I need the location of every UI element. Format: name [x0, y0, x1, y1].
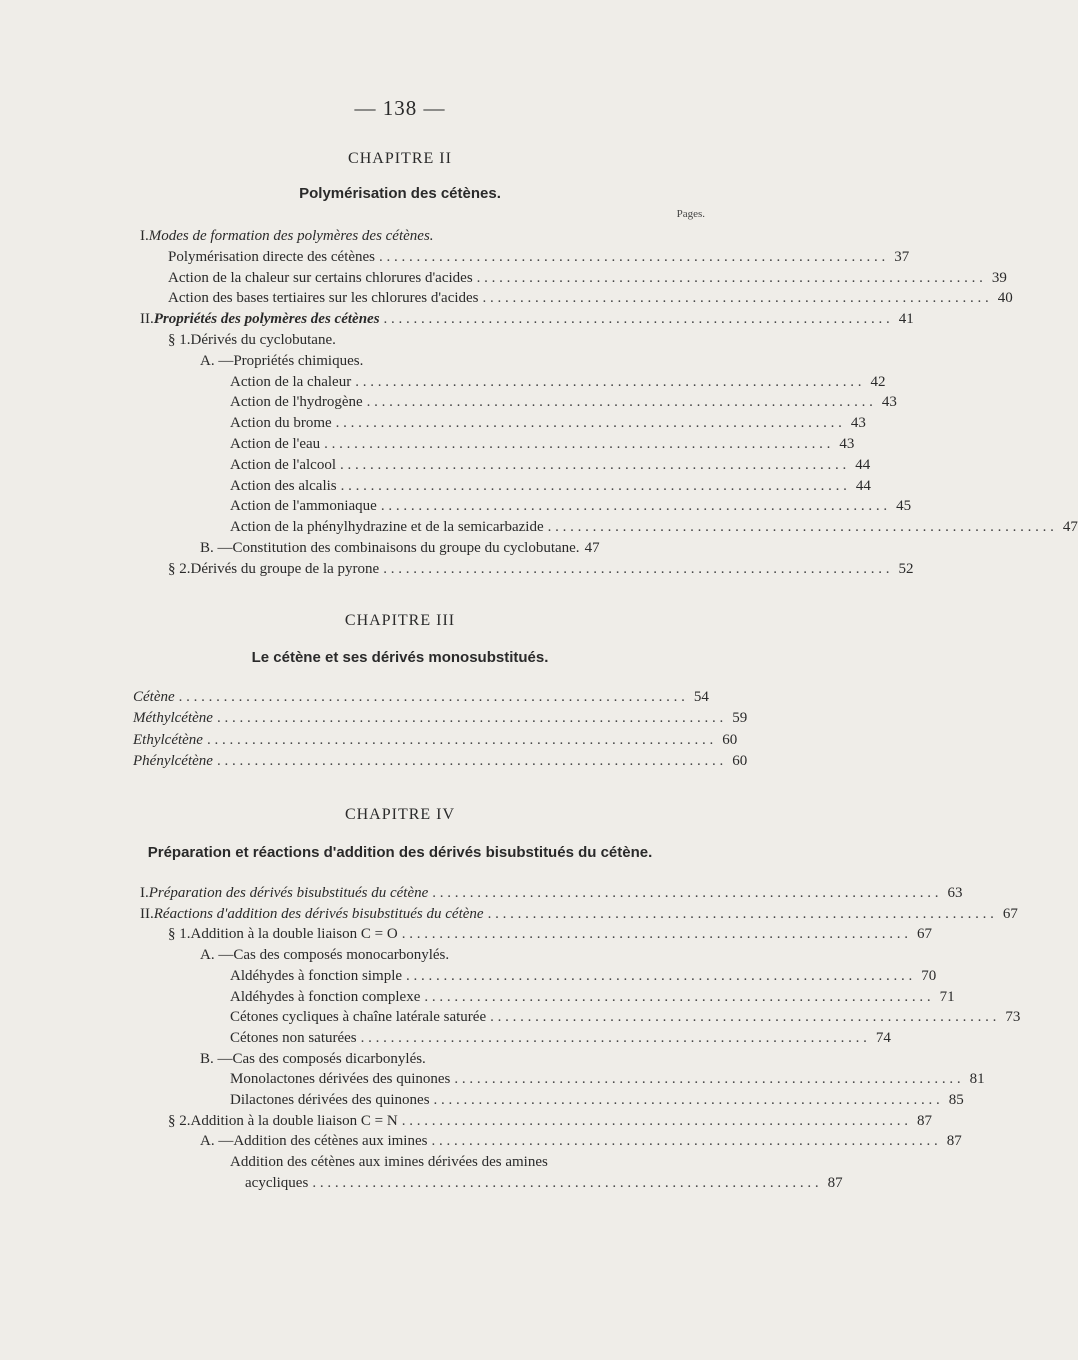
toc-entry-page: 67 — [916, 926, 932, 943]
toc-entry-title: Action des bases tertiaires sur les chlorures d'acides — [168, 290, 479, 307]
pages-column-label: Pages. — [676, 208, 705, 220]
toc-entry-title: Méthylcétène — [133, 710, 213, 727]
toc-leader-dots — [179, 687, 685, 708]
toc-leader-dots — [324, 434, 830, 455]
toc-entry-title: Action de la phénylhydrazine et de la semicarbazide — [230, 519, 544, 536]
toc-leader-dots — [312, 1173, 818, 1194]
toc-entry-page: 47 — [584, 540, 600, 556]
toc-entry — [230, 476, 871, 497]
toc-entry — [200, 945, 708, 966]
toc-leader-dots — [336, 413, 842, 434]
toc-entry-title: Action de la chaleur — [230, 373, 352, 390]
toc-entry-title: Addition à la double liaison C = O — [190, 926, 398, 943]
toc-entry — [140, 904, 1018, 925]
toc-entry-marker: B. — — [200, 540, 233, 556]
toc-leader-dots — [431, 1131, 937, 1152]
toc-entry-title: Action de l'alcool — [230, 456, 337, 473]
toc-entry-page: 60 — [722, 731, 738, 748]
toc-entry-title: Addition à la double liaison C = N — [190, 1112, 398, 1129]
toc-entry-marker: B. — — [200, 1050, 233, 1067]
toc-entry — [168, 288, 1013, 309]
toc-entry-title: Action de l'hydrogène — [230, 394, 363, 411]
toc-entry — [230, 1152, 708, 1173]
toc-entry-marker: § 1. — [168, 926, 191, 943]
toc-entry-title: Propriétés des polymères des cétènes — [153, 311, 380, 328]
chapter-4-title: Préparation et réactions d'addition des dérivés bisubstitués du cétène. — [147, 844, 653, 861]
toc-entry-page: 45 — [896, 498, 912, 515]
toc-entry-title: Ethylcétène — [133, 731, 203, 748]
toc-entry — [230, 966, 937, 987]
toc-leader-dots — [341, 476, 847, 497]
toc-leader-dots — [548, 517, 1054, 538]
toc-entry-title: Propriétés chimiques. — [233, 352, 364, 369]
toc-entry-page: 40 — [997, 290, 1013, 307]
toc-entry-title: Cas des composés dicarbonylés. — [232, 1050, 426, 1067]
toc-entry-page: 42 — [870, 373, 886, 390]
toc-entry-title: Cas des composés monocarbonylés. — [233, 947, 450, 964]
toc-entry-marker: A. — — [200, 352, 234, 369]
toc-entry — [230, 455, 871, 476]
toc-leader-dots — [217, 708, 723, 729]
toc-entry-title: Réactions d'addition des dérivés bisubstitués du cétène — [153, 905, 484, 922]
chapter-2-heading: CHAPITRE II — [348, 150, 452, 167]
toc-leader-dots — [379, 247, 885, 268]
toc-entry-page: 87 — [916, 1112, 932, 1129]
toc-entry — [133, 708, 748, 729]
toc-entry-page: 43 — [839, 436, 855, 452]
toc-entry-marker: I. — [140, 228, 149, 244]
toc-leader-dots — [367, 392, 873, 413]
toc-entry-page: 43 — [850, 415, 866, 432]
toc-entry-title: Aldéhydes à fonction complexe — [230, 988, 421, 1005]
toc-entry-page: 74 — [875, 1029, 891, 1046]
toc-entry — [230, 1007, 1021, 1028]
toc-entry-page: 59 — [732, 710, 748, 727]
toc-entry-title: Action de l'ammoniaque — [230, 498, 377, 515]
toc-leader-dots — [217, 751, 723, 772]
toc-leader-dots — [477, 268, 983, 289]
toc-entry-title: Addition des cétènes aux imines dérivées des amines — [230, 1154, 548, 1171]
chapter-3-heading: CHAPITRE III — [344, 612, 456, 629]
toc-leader-dots — [424, 987, 930, 1008]
toc-entry — [133, 730, 738, 751]
toc-entry — [230, 987, 955, 1008]
toc-leader-dots — [383, 559, 889, 580]
toc-entry-page: 81 — [969, 1071, 985, 1088]
toc-leader-dots — [402, 924, 908, 945]
toc-leader-dots — [406, 966, 912, 987]
toc-entry — [168, 559, 914, 580]
toc-entry-page: 67 — [1002, 905, 1018, 922]
toc-entry — [168, 330, 708, 351]
toc-entry-page: 87 — [946, 1133, 962, 1150]
page-number: — 138 — — [354, 96, 446, 120]
toc-entry-title: Dérivés du groupe de la pyrone — [190, 560, 380, 577]
toc-entry-marker: I. — [140, 885, 149, 901]
chapter-2-title: Polymérisation des cétènes. — [299, 185, 501, 202]
toc-entry-page: 43 — [881, 394, 897, 411]
toc-entry — [200, 351, 708, 372]
toc-entry-title: Action des alcalis — [230, 477, 337, 494]
toc-entry-page: 44 — [855, 477, 871, 494]
toc-entry-page: 73 — [1005, 1009, 1021, 1026]
toc-entry — [200, 1049, 708, 1070]
toc-leader-dots — [340, 455, 846, 476]
toc-entry-page: 37 — [894, 248, 910, 265]
toc-entry-marker: § 1. — [168, 332, 191, 348]
toc-entry-title: Phénylcétène — [133, 752, 213, 769]
toc-entry-page: 39 — [991, 269, 1007, 286]
toc-entry — [230, 517, 1078, 538]
toc-entry — [140, 226, 708, 247]
toc-entry — [140, 883, 963, 904]
toc-leader-dots — [384, 309, 890, 330]
toc-leader-dots — [432, 883, 938, 904]
toc-entry-title: Cétones cycliques à chaîne latérale saturée — [230, 1009, 487, 1026]
toc-entry — [168, 247, 910, 268]
toc-leader-dots — [355, 372, 861, 393]
toc-entry — [230, 372, 886, 393]
toc-entry-page: 85 — [948, 1092, 964, 1108]
chapter-3-title: Le cétène et ses dérivés monosubstitués. — [251, 649, 549, 666]
toc-leader-dots — [483, 288, 989, 309]
toc-entry-title: Action de l'eau — [230, 436, 321, 452]
toc-leader-dots — [490, 1007, 996, 1028]
toc-entry — [200, 538, 708, 559]
toc-leader-dots — [381, 496, 887, 517]
toc-entry-title: Préparation des dérivés bisubstitués du cétène — [148, 885, 429, 901]
toc-entry-page: 71 — [939, 988, 955, 1005]
toc-entry-title: Cétones non saturées — [230, 1029, 357, 1046]
toc-entry — [133, 687, 708, 708]
toc-entry — [200, 1131, 962, 1152]
toc-entry-title: Action du brome — [230, 415, 332, 432]
toc-entry — [133, 751, 748, 772]
toc-entry-marker: A. — — [200, 947, 234, 964]
toc-leader-dots — [402, 1111, 908, 1132]
toc-entry-marker: II. — [140, 311, 154, 328]
toc-leader-dots — [434, 1090, 940, 1111]
toc-entry-title: Constitution des combinaisons du groupe du cyclobutane. — [232, 540, 580, 556]
toc-entry-title: Addition des cétènes aux imines — [233, 1133, 428, 1150]
toc-entry-marker: II. — [140, 905, 154, 922]
toc-entry-page: 87 — [827, 1174, 843, 1191]
toc-entry — [230, 413, 866, 434]
toc-entry-page: 54 — [693, 689, 709, 705]
toc-entry — [140, 309, 914, 330]
toc-entry — [230, 1069, 985, 1090]
toc-leader-dots — [454, 1069, 960, 1090]
toc-entry — [230, 392, 897, 413]
toc-entry-page: 63 — [947, 885, 963, 901]
toc-entry-page: 47 — [1062, 519, 1078, 536]
toc-entry-page: 41 — [898, 311, 914, 328]
toc-entry — [168, 268, 1007, 289]
toc-entry-marker: § 2. — [168, 560, 191, 577]
toc-entry-title: Action de la chaleur sur certains chlorures d'acides — [168, 269, 473, 286]
toc-entry-title: Cétène — [133, 689, 175, 705]
toc-leader-dots — [361, 1028, 867, 1049]
toc-entry-marker: A. — — [200, 1133, 234, 1150]
toc-entry-page: 60 — [732, 752, 748, 769]
toc-entry — [230, 1090, 964, 1111]
toc-entry-title: Dilactones dérivées des quinones — [230, 1092, 430, 1108]
toc-entry — [168, 1111, 932, 1132]
toc-entry — [245, 1173, 843, 1194]
chapter-4-heading: CHAPITRE IV — [344, 806, 456, 823]
toc-entry — [230, 496, 912, 517]
toc-entry-title: Monolactones dérivées des quinones — [230, 1071, 451, 1088]
toc-entry — [230, 1028, 891, 1049]
toc-entry-title: Polymérisation directe des cétènes — [168, 248, 376, 265]
toc-entry-title: Modes de formation des polymères des cétènes. — [148, 228, 434, 244]
toc-entry-title: Dérivés du cyclobutane. — [190, 332, 336, 348]
toc-entry — [168, 924, 932, 945]
toc-leader-dots — [207, 730, 713, 751]
toc-entry-page: 44 — [855, 456, 871, 473]
toc-entry-title: Aldéhydes à fonction simple — [230, 967, 403, 984]
toc-leader-dots — [488, 904, 994, 925]
toc-entry-page: 52 — [898, 560, 914, 577]
toc-entry-marker: § 2. — [168, 1112, 191, 1129]
toc-entry-page: 70 — [921, 967, 937, 984]
toc-entry-title: acycliques — [245, 1174, 309, 1191]
toc-entry — [230, 434, 855, 455]
